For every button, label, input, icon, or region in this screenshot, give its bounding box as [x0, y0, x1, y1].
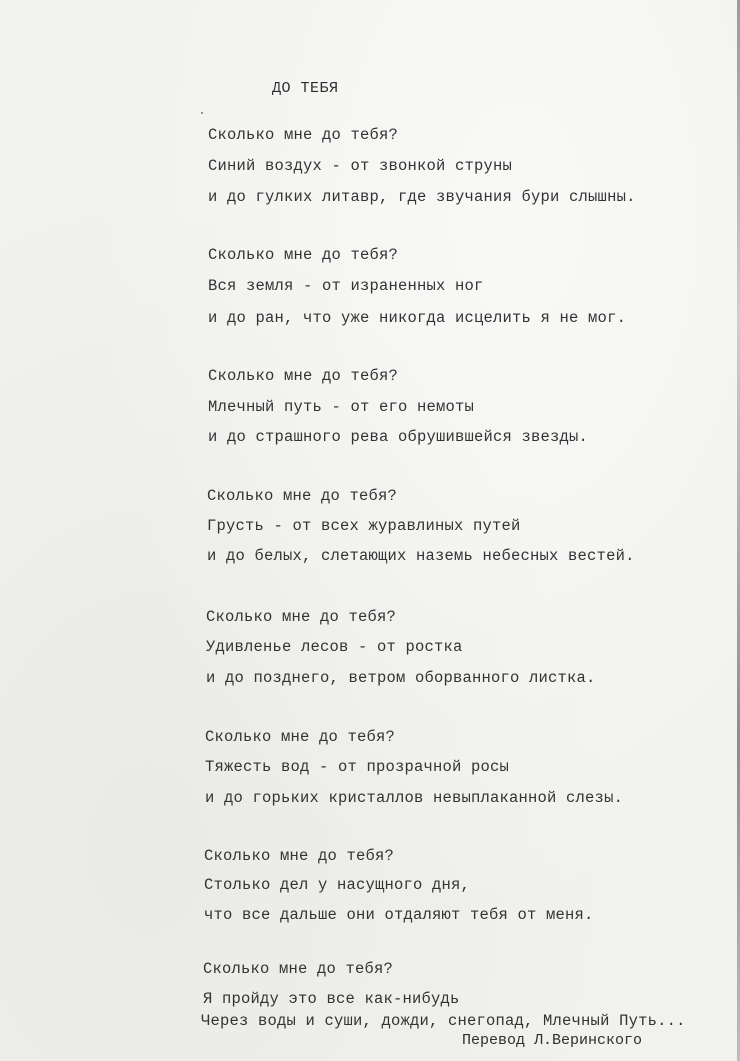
poem-line: Тяжесть вод - от прозрачной росы — [205, 758, 510, 776]
poem-line: Столько дел у насущного дня, — [204, 876, 471, 894]
poem-line: Удивленье лесов - от ростка — [206, 638, 463, 656]
poem-title: ДО ТЕБЯ — [272, 80, 339, 97]
poem-line: Синий воздух - от звонкой струны — [208, 157, 513, 175]
poem-line: Сколько мне до тебя? — [208, 126, 399, 144]
poem-line: и до гулких литавр, где звучания бури слышны. — [208, 188, 636, 206]
poem-line: и до горьких кристаллов невыплаканной слезы. — [205, 789, 624, 807]
poem-line: Сколько мне до тебя? — [207, 487, 398, 505]
poem-line: Сколько мне до тебя? — [208, 246, 399, 264]
poem-line: Сколько мне до тебя? — [208, 367, 399, 385]
poem-line: и до позднего, ветром оборванного листка. — [206, 669, 596, 687]
poem-line: и до страшного рева обрушившейся звезды. — [208, 428, 589, 446]
poem-line: Сколько мне до тебя? — [205, 728, 396, 746]
poem-line: и до белых, слетающих наземь небесных вестей. — [207, 547, 635, 565]
translator-credit: Перевод Л.Веринского — [462, 1032, 643, 1049]
poem-line: Я пройду это все как-нибудь — [203, 990, 460, 1008]
poem-line: Через воды и суши, дожди, снегопад, Млечный Путь... — [201, 1012, 686, 1030]
poem-line: Сколько мне до тебя? — [203, 960, 394, 978]
poem-line: Вся земля - от израненных ног — [208, 277, 484, 295]
poem-line: Грусть - от всех журавлиных путей — [207, 517, 521, 535]
poem-line: что все дальше они отдаляют тебя от меня. — [204, 906, 594, 924]
poem-line: Млечный путь - от его немоты — [208, 398, 475, 416]
paper-speck — [201, 112, 203, 114]
poem-line: Сколько мне до тебя? — [206, 608, 397, 626]
poem-line: Сколько мне до тебя? — [204, 847, 395, 865]
poem-line: и до ран, что уже никогда исцелить я не мог. — [208, 309, 627, 327]
